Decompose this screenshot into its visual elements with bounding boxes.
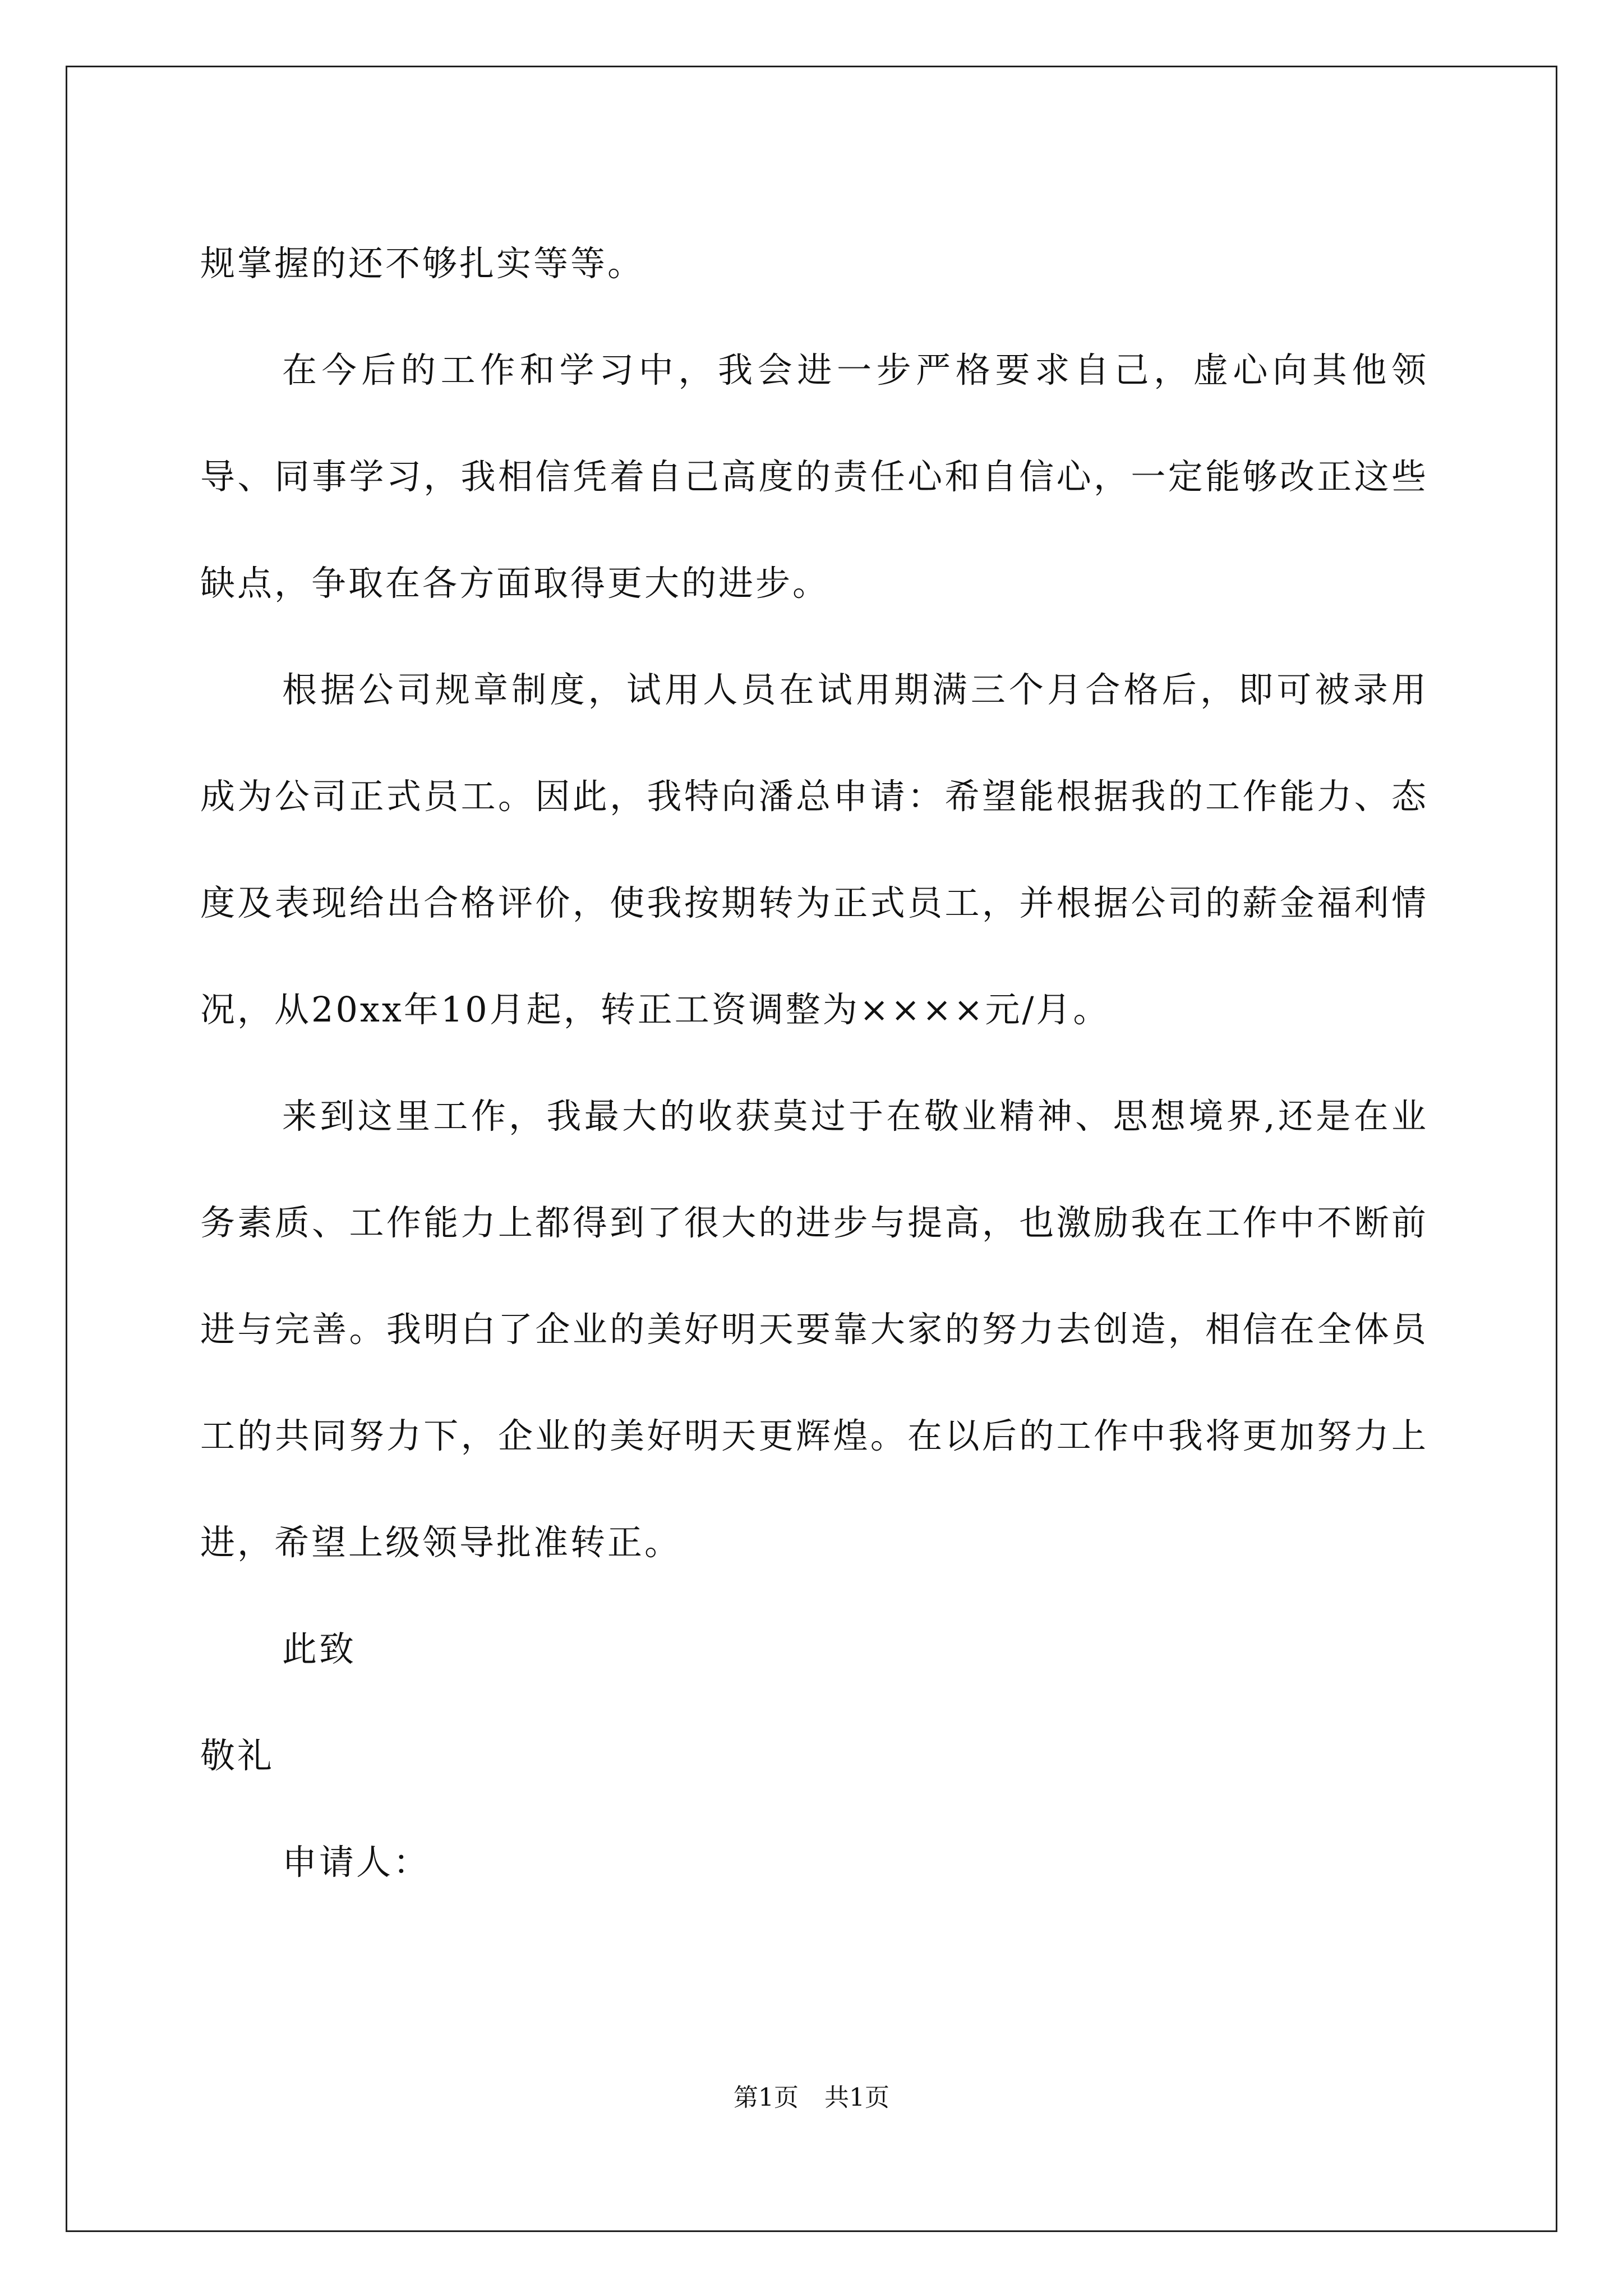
document-body (200, 210, 1428, 1916)
paragraph-gains: 来到这里工作，我最大的收获莫过于在敬业精神、思想境界,还是在业务素质、工作能力上都得到了很大的进步与提高，也激励我在工作中不断前进与完善。我明白了企业的美好明天要靠大家的努力去创造，相信在全体员工的共同努力下，企业的美好明天更辉煌。在以后的工作中我将更加努力上进，希望上级领导批准转正。 (200, 1096, 1428, 1563)
paragraph-request: 根据公司规章制度，试用人员在试用期满三个月合格后，即可被录用成为公司正式员工。因此，我特向潘总申请：希望能根据我的工作能力、态度及表现给出合格评价，使我按期转为正式员工，并根据公司的薪金福利情况，从20xx年10月起，转正工资调整为××××元/月。 (200, 669, 1428, 1030)
closing-salutation: 此致 (282, 1628, 357, 1669)
page-count: 共1页 (824, 2083, 889, 2112)
applicant-signature-line: 申请人： (282, 1842, 431, 1883)
paragraph-continuation: 规掌握的还不够扎实等等。 (200, 243, 645, 284)
page-footer (0, 2081, 1623, 2115)
page-number: 第1页 (734, 2083, 799, 2112)
closing-regards: 敬礼 (200, 1735, 275, 1776)
paragraph-improvement: 在今后的工作和学习中，我会进一步严格要求自己，虚心向其他领导、同事学习，我相信凭着自己高度的责任心和自信心，一定能够改正这些缺点，争取在各方面取得更大的进步。 (200, 349, 1428, 604)
